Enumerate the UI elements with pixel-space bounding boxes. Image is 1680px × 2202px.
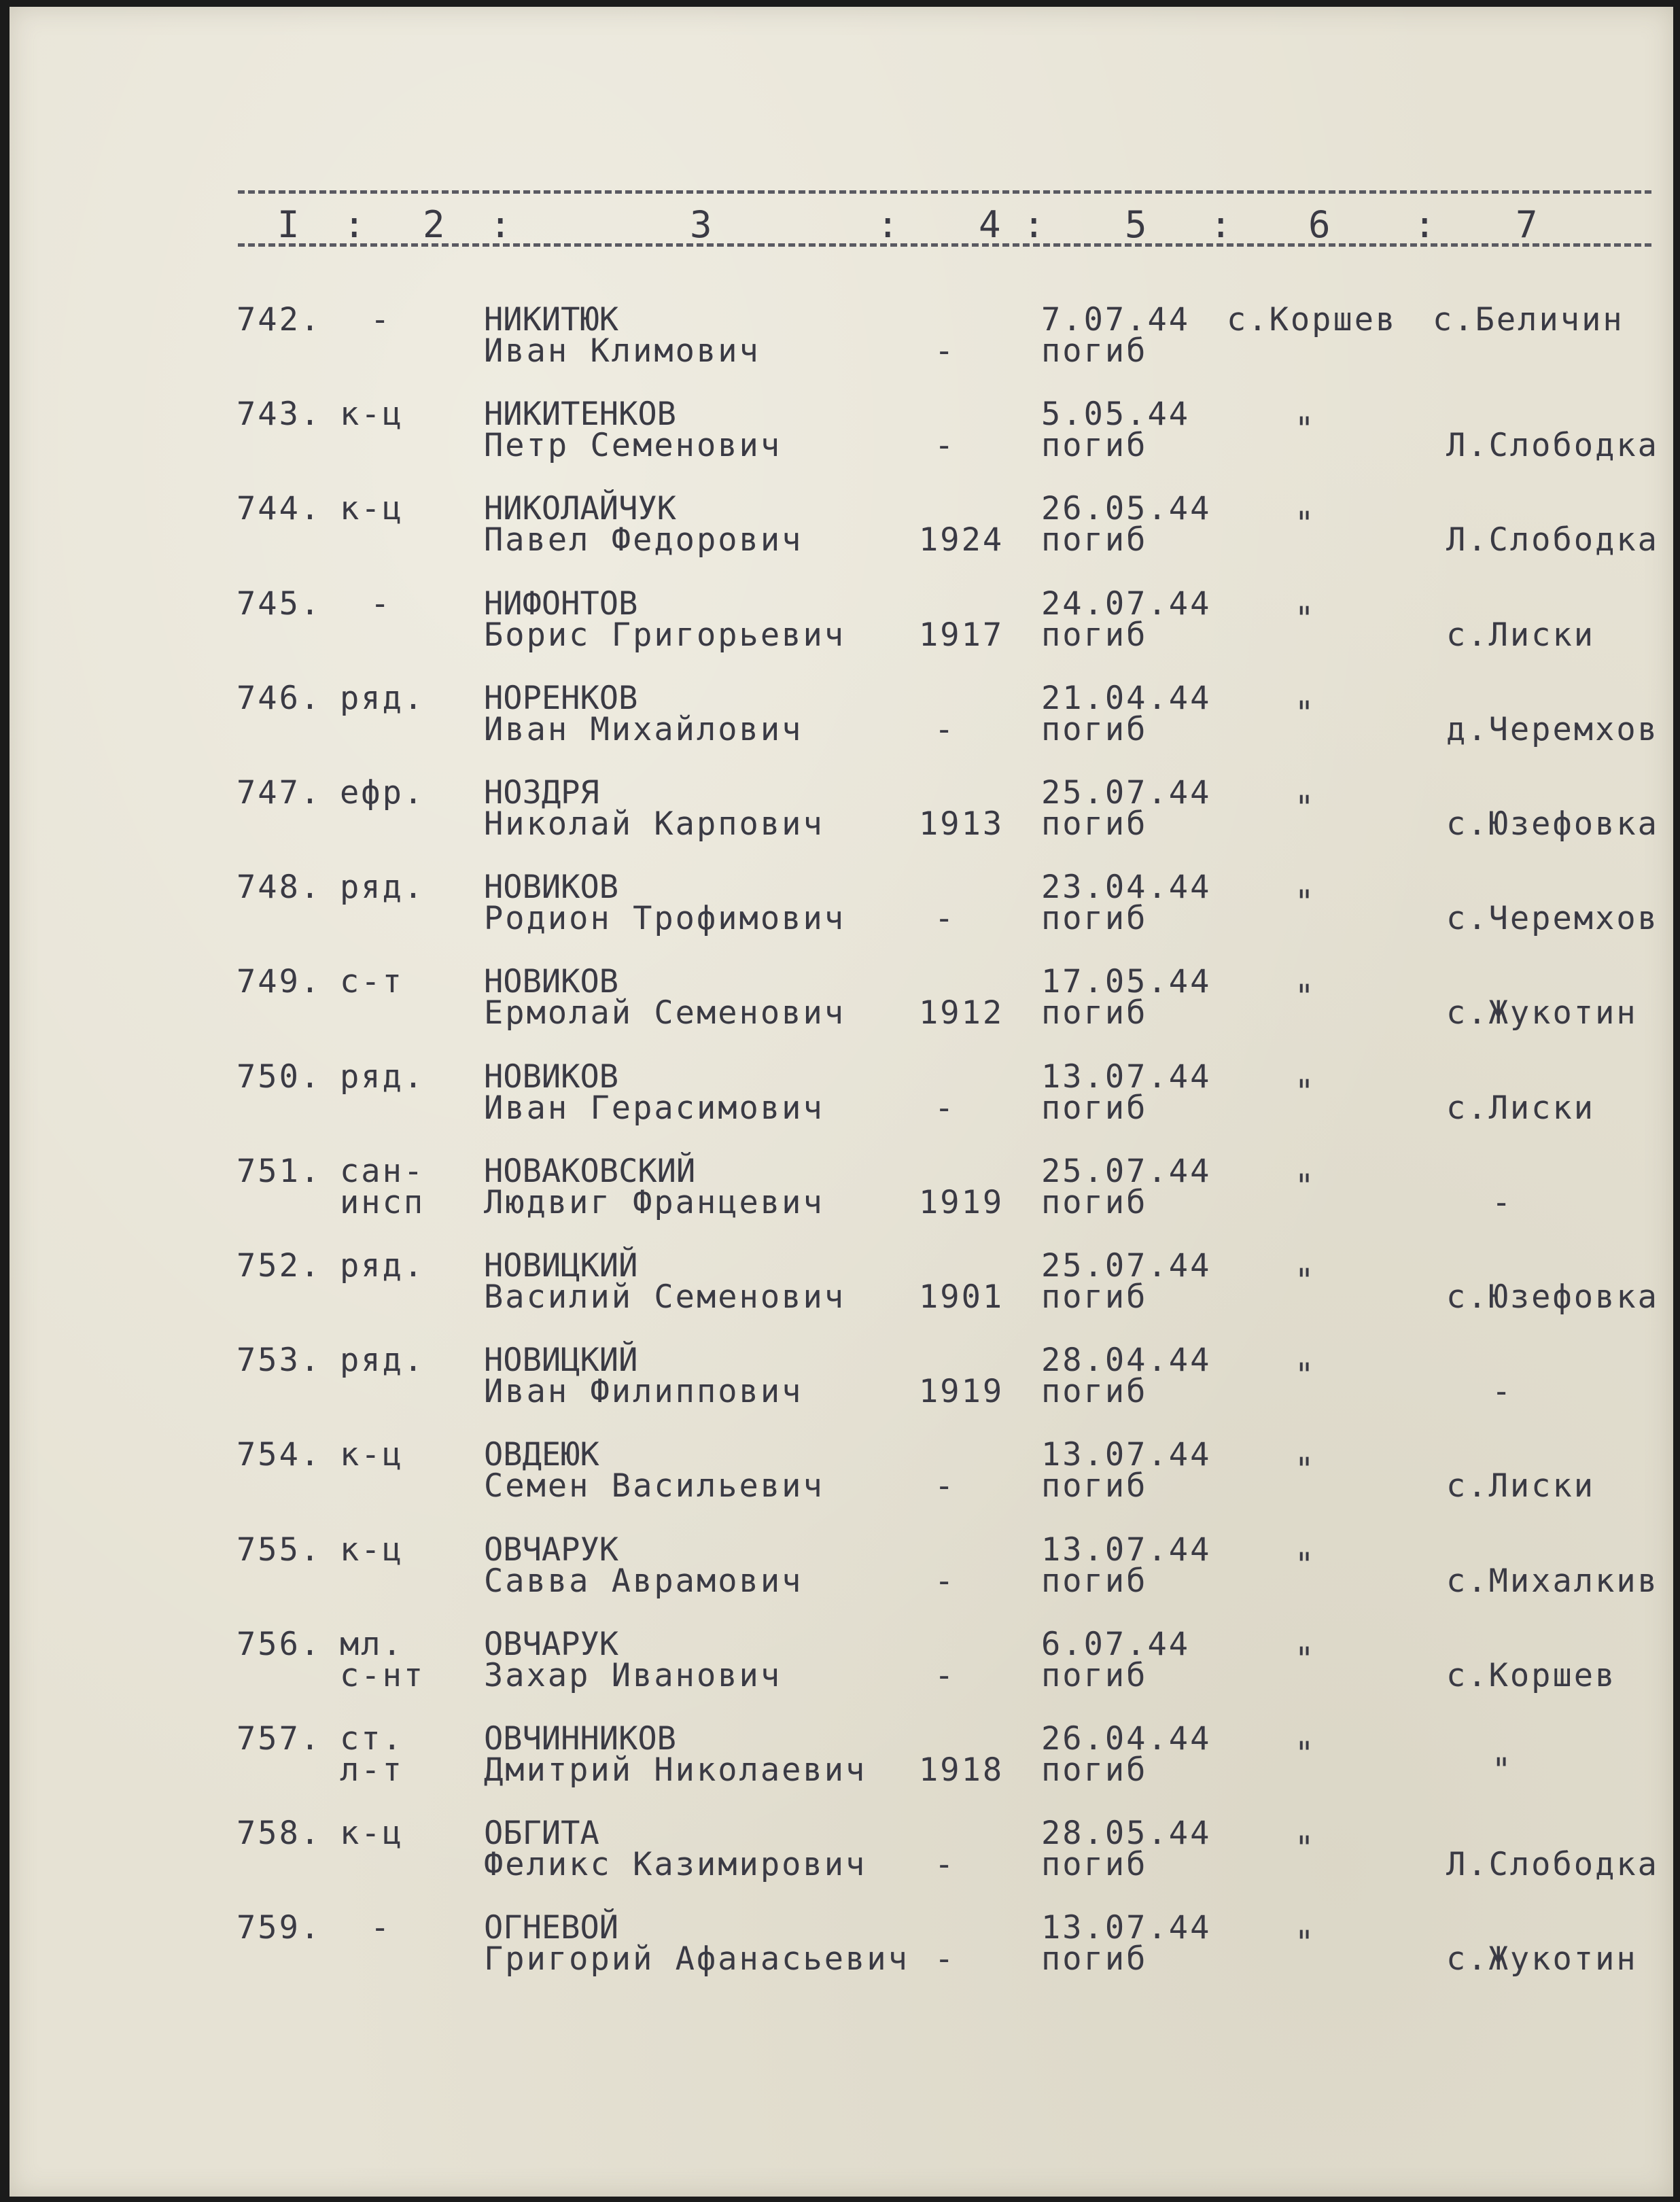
- given-names: Захар Иванович: [484, 1657, 782, 1694]
- place-of-death: с.Коршев: [1227, 301, 1397, 338]
- place-of-death: ": [1295, 1451, 1316, 1488]
- birth-year: 1919: [919, 1373, 1004, 1410]
- surname: НИФОНТОВ: [484, 585, 638, 623]
- rank: -: [370, 301, 392, 338]
- place-of-burial: с.Михалкив: [1446, 1562, 1659, 1600]
- birth-year: -: [934, 1940, 956, 1978]
- place-of-death: ": [1295, 410, 1316, 448]
- fate-status: погиб: [1041, 521, 1148, 559]
- death-date: 13.07.44: [1041, 1531, 1212, 1569]
- record-number: 742.: [237, 301, 322, 338]
- surname: НОВИКОВ: [484, 869, 619, 906]
- surname: НОВИКОВ: [484, 963, 619, 1000]
- given-names: Дмитрий Николаевич: [484, 1751, 867, 1789]
- place-of-death: ": [1295, 1546, 1316, 1584]
- record-number: 746.: [237, 680, 322, 717]
- given-names: Иван Филиппович: [484, 1373, 803, 1410]
- place-of-death: ": [1295, 695, 1316, 732]
- birth-year: -: [934, 1562, 956, 1600]
- birth-year: -: [934, 1657, 956, 1694]
- place-of-burial: с.Черемхов: [1446, 900, 1659, 937]
- col-header-sep: :: [1023, 203, 1045, 246]
- col-header-1: I: [277, 203, 300, 246]
- death-date: 21.04.44: [1041, 680, 1212, 717]
- death-date: 23.04.44: [1041, 869, 1212, 906]
- rank: сан-: [340, 1153, 425, 1190]
- place-of-burial: с.Жукотин: [1446, 1940, 1638, 1978]
- surname: ОБГИТА: [484, 1815, 599, 1852]
- given-names: Родион Трофимович: [484, 900, 846, 937]
- birth-year: 1924: [919, 521, 1004, 559]
- death-date: 13.07.44: [1041, 1436, 1212, 1473]
- place-of-burial: с.Коршев: [1446, 1657, 1617, 1694]
- given-names: Ермолай Семенович: [484, 994, 846, 1032]
- place-of-burial: с.Лиски: [1446, 1089, 1596, 1127]
- place-of-death: ": [1295, 600, 1316, 637]
- col-header-7: 7: [1516, 203, 1538, 246]
- rank: ст.: [340, 1720, 404, 1758]
- birth-year: -: [934, 332, 956, 370]
- given-names: Иван Михайлович: [484, 711, 803, 748]
- col-header-5: 5: [1125, 203, 1147, 246]
- col-header-6: 6: [1308, 203, 1331, 246]
- surname: НИКИТЕНКОВ: [484, 396, 676, 433]
- record-number: 748.: [237, 869, 322, 906]
- record-number: 758.: [237, 1815, 322, 1852]
- place-of-death: ": [1295, 884, 1316, 921]
- rank: ряд.: [340, 680, 425, 717]
- death-date: 25.07.44: [1041, 1153, 1212, 1190]
- record-number: 757.: [237, 1720, 322, 1758]
- fate-status: погиб: [1041, 1562, 1148, 1600]
- place-of-burial: Л.Слободка: [1446, 1846, 1659, 1883]
- rank: к-ц: [340, 1815, 404, 1852]
- col-header-2: 2: [423, 203, 445, 246]
- death-date: 13.07.44: [1041, 1058, 1212, 1096]
- place-of-burial: с.Жукотин: [1446, 994, 1638, 1032]
- rank: ефр.: [340, 774, 425, 811]
- surname: НОРЕНКОВ: [484, 680, 638, 717]
- surname: ОВЧАРУК: [484, 1531, 619, 1569]
- header-bottom-rule: [238, 243, 1651, 247]
- record-number: 750.: [237, 1058, 322, 1096]
- given-names: Иван Климович: [484, 332, 760, 370]
- surname: НОВИЦКИЙ: [484, 1247, 638, 1284]
- record-number: 744.: [237, 490, 322, 527]
- given-names: Семен Васильевич: [484, 1467, 824, 1505]
- birth-year: -: [934, 427, 956, 464]
- record-number: 752.: [237, 1247, 322, 1284]
- rank: ряд.: [340, 1058, 425, 1096]
- fate-status: погиб: [1041, 1373, 1148, 1410]
- col-header-sep: :: [1210, 203, 1232, 246]
- place-of-burial: Л.Слободка: [1446, 427, 1659, 464]
- birth-year: 1912: [919, 994, 1004, 1032]
- rank: к-ц: [340, 1531, 404, 1569]
- rank: -: [370, 1909, 392, 1946]
- given-names: Савва Аврамович: [484, 1562, 803, 1600]
- death-date: 26.05.44: [1041, 490, 1212, 527]
- rank: ряд.: [340, 869, 425, 906]
- death-date: 25.07.44: [1041, 1247, 1212, 1284]
- place-of-death: ": [1295, 1735, 1316, 1772]
- given-names: Павел Федорович: [484, 521, 803, 559]
- fate-status: погиб: [1041, 994, 1148, 1032]
- record-number: 754.: [237, 1436, 322, 1473]
- given-names: Феликс Казимирович: [484, 1846, 867, 1883]
- death-date: 28.04.44: [1041, 1342, 1212, 1379]
- place-of-death: ": [1295, 789, 1316, 826]
- rank: к-ц: [340, 396, 404, 433]
- death-date: 6.07.44: [1041, 1626, 1191, 1663]
- record-number: 755.: [237, 1531, 322, 1569]
- record-number: 751.: [237, 1153, 322, 1190]
- given-names: Борис Григорьевич: [484, 616, 846, 654]
- place-of-death: ": [1295, 1357, 1316, 1394]
- surname: ОВЧИННИКОВ: [484, 1720, 676, 1758]
- fate-status: погиб: [1041, 1657, 1148, 1694]
- record-number: 745.: [237, 585, 322, 623]
- record-number: 759.: [237, 1909, 322, 1946]
- rank-line-2: с-нт: [340, 1657, 425, 1694]
- place-of-burial: -: [1492, 1184, 1513, 1221]
- place-of-death: ": [1295, 1641, 1316, 1678]
- place-of-burial: д.Черемхов: [1446, 711, 1659, 748]
- death-date: 13.07.44: [1041, 1909, 1212, 1946]
- place-of-burial: -: [1492, 1373, 1513, 1410]
- header-top-rule: [238, 190, 1651, 194]
- birth-year: -: [934, 711, 956, 748]
- surname: НИКИТЮК: [484, 301, 619, 338]
- birth-year: 1913: [919, 805, 1004, 843]
- rank: ряд.: [340, 1247, 425, 1284]
- given-names: Василий Семенович: [484, 1278, 846, 1316]
- col-header-3: 3: [690, 203, 712, 246]
- surname: НОВИКОВ: [484, 1058, 619, 1096]
- fate-status: погиб: [1041, 711, 1148, 748]
- col-header-4: 4: [979, 203, 1001, 246]
- death-date: 5.05.44: [1041, 396, 1191, 433]
- place-of-death: ": [1295, 1830, 1316, 1867]
- surname: НОВАКОВСКИЙ: [484, 1153, 696, 1190]
- place-of-burial: с.Беличин: [1433, 301, 1624, 338]
- rank: к-ц: [340, 490, 404, 527]
- birth-year: -: [934, 1846, 956, 1883]
- fate-status: погиб: [1041, 616, 1148, 654]
- record-number: 756.: [237, 1626, 322, 1663]
- birth-year: 1919: [919, 1184, 1004, 1221]
- surname: ОВДЕЮК: [484, 1436, 599, 1473]
- fate-status: погиб: [1041, 1467, 1148, 1505]
- place-of-death: ": [1295, 1262, 1316, 1299]
- birth-year: -: [934, 900, 956, 937]
- fate-status: погиб: [1041, 1846, 1148, 1883]
- col-header-sep: :: [343, 203, 366, 246]
- rank: ряд.: [340, 1342, 425, 1379]
- given-names: Иван Герасимович: [484, 1089, 824, 1127]
- rank-line-2: л-т: [340, 1751, 404, 1789]
- given-names: Николай Карпович: [484, 805, 824, 843]
- birth-year: 1917: [919, 616, 1004, 654]
- place-of-burial: с.Юзефовка: [1446, 1278, 1659, 1316]
- given-names: Людвиг Францевич: [484, 1184, 824, 1221]
- place-of-death: ": [1295, 505, 1316, 542]
- rank-line-2: инсп: [340, 1184, 425, 1221]
- given-names: Петр Семенович: [484, 427, 782, 464]
- place-of-burial: ": [1492, 1751, 1513, 1789]
- rank: мл.: [340, 1626, 404, 1663]
- place-of-burial: с.Лиски: [1446, 616, 1596, 654]
- col-header-sep: :: [489, 203, 512, 246]
- rank: с-т: [340, 963, 404, 1000]
- fate-status: погиб: [1041, 1278, 1148, 1316]
- place-of-burial: Л.Слободка: [1446, 521, 1659, 559]
- surname: НОЗДРЯ: [484, 774, 599, 811]
- fate-status: погиб: [1041, 1089, 1148, 1127]
- surname: ОВЧАРУК: [484, 1626, 619, 1663]
- death-date: 7.07.44: [1041, 301, 1191, 338]
- record-number: 747.: [237, 774, 322, 811]
- fate-status: погиб: [1041, 1751, 1148, 1789]
- surname: НОВИЦКИЙ: [484, 1342, 638, 1379]
- place-of-burial: с.Лиски: [1446, 1467, 1596, 1505]
- place-of-death: ": [1295, 978, 1316, 1015]
- death-date: 26.04.44: [1041, 1720, 1212, 1758]
- place-of-death: ": [1295, 1168, 1316, 1205]
- surname: НИКОЛАЙЧУК: [484, 490, 676, 527]
- fate-status: погиб: [1041, 427, 1148, 464]
- record-number: 753.: [237, 1342, 322, 1379]
- place-of-death: ": [1295, 1924, 1316, 1961]
- fate-status: погиб: [1041, 805, 1148, 843]
- birth-year: -: [934, 1089, 956, 1127]
- surname: ОГНЕВОЙ: [484, 1909, 619, 1946]
- birth-year: 1918: [919, 1751, 1004, 1789]
- fate-status: погиб: [1041, 1940, 1148, 1978]
- col-header-sep: :: [1414, 203, 1436, 246]
- record-number: 749.: [237, 963, 322, 1000]
- fate-status: погиб: [1041, 900, 1148, 937]
- rank: -: [370, 585, 392, 623]
- birth-year: 1901: [919, 1278, 1004, 1316]
- place-of-death: ": [1295, 1073, 1316, 1111]
- place-of-burial: с.Юзефовка: [1446, 805, 1659, 843]
- death-date: 25.07.44: [1041, 774, 1212, 811]
- fate-status: погиб: [1041, 1184, 1148, 1221]
- col-header-sep: :: [877, 203, 899, 246]
- death-date: 24.07.44: [1041, 585, 1212, 623]
- fate-status: погиб: [1041, 332, 1148, 370]
- rank: к-ц: [340, 1436, 404, 1473]
- record-number: 743.: [237, 396, 322, 433]
- death-date: 28.05.44: [1041, 1815, 1212, 1852]
- death-date: 17.05.44: [1041, 963, 1212, 1000]
- birth-year: -: [934, 1467, 956, 1505]
- given-names: Григорий Афанасьевич: [484, 1940, 909, 1978]
